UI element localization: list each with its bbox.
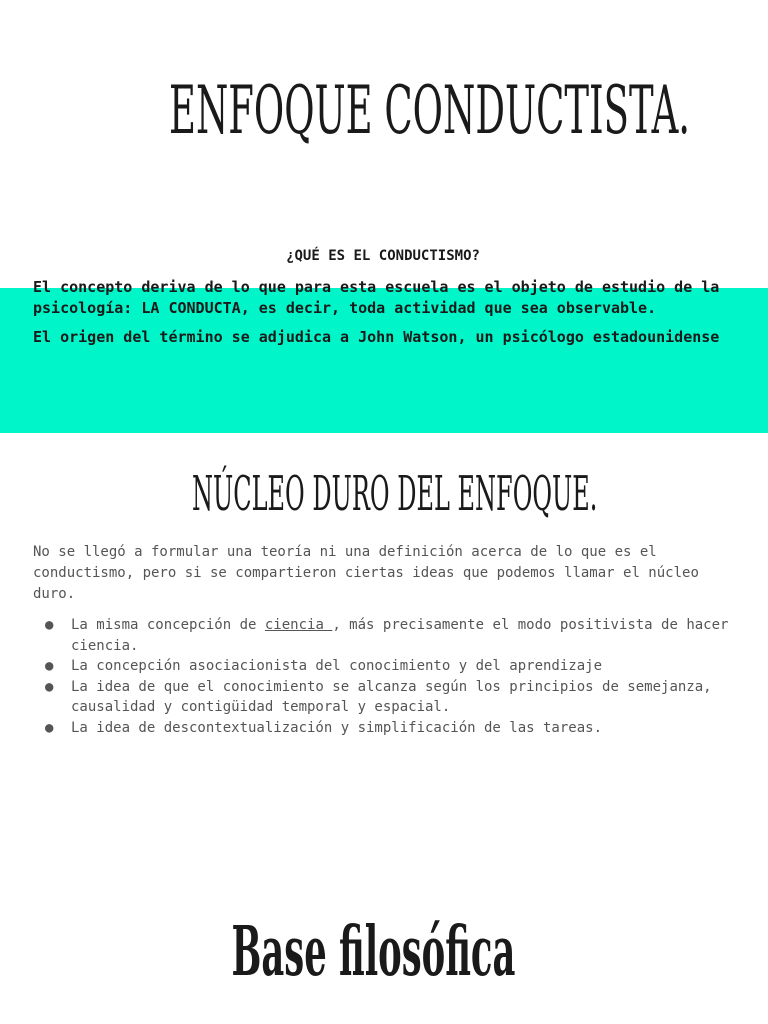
- core-intro-paragraph: No se llegó a formular una teoría ni una definición acerca de lo que es el conductismo, pero si se compartieron ciertas ideas que podemos llamar el núcleo duro.: [33, 544, 699, 602]
- core-ideas-list: [33, 615, 733, 738]
- definition-paragraph: El concepto deriva de lo que para esta escuela es el objeto de estudio de la psicología: LA CONDUCTA, es decir, toda actividad que sea observable.: [33, 278, 720, 317]
- list-item-text: La idea de que el conocimiento se alcanza según los principios de semejanza, causalidad y contigüidad temporal y espacial.: [71, 678, 712, 715]
- bullet-icon: ●: [45, 719, 54, 736]
- list-item-text: La concepción asociacionista del conocimiento y del aprendizaje: [71, 658, 603, 674]
- origin-paragraph: El origen del término se adjudica a John Watson, un psicólogo estadounidense: [33, 328, 720, 346]
- list-item-text: La misma concepción de: [71, 617, 265, 633]
- list-item: [33, 677, 733, 718]
- section-heading: ¿QUÉ ES EL CONDUCTISMO?: [286, 248, 480, 264]
- bullet-icon: ●: [45, 658, 54, 674]
- core-section-title: NÚCLEO DURO DEL ENFOQUE.: [192, 466, 598, 522]
- bullet-icon: ●: [45, 678, 54, 695]
- list-item-text: La idea de descontextualización y simplificación de las tareas.: [71, 719, 603, 736]
- list-item: [33, 615, 733, 656]
- bullet-icon: ●: [45, 617, 54, 633]
- page-title: ENFOQUE CONDUCTISTA.: [168, 72, 691, 149]
- list-item: [33, 656, 733, 677]
- list-item: [33, 718, 733, 739]
- what-is-section: [33, 246, 733, 356]
- list-item-text: , más precisamente el modo positivista de hacer ciencia.: [71, 617, 729, 654]
- ciencia-link[interactable]: ciencia: [264, 617, 333, 633]
- philosophy-section-title: Base filosófica: [231, 912, 516, 992]
